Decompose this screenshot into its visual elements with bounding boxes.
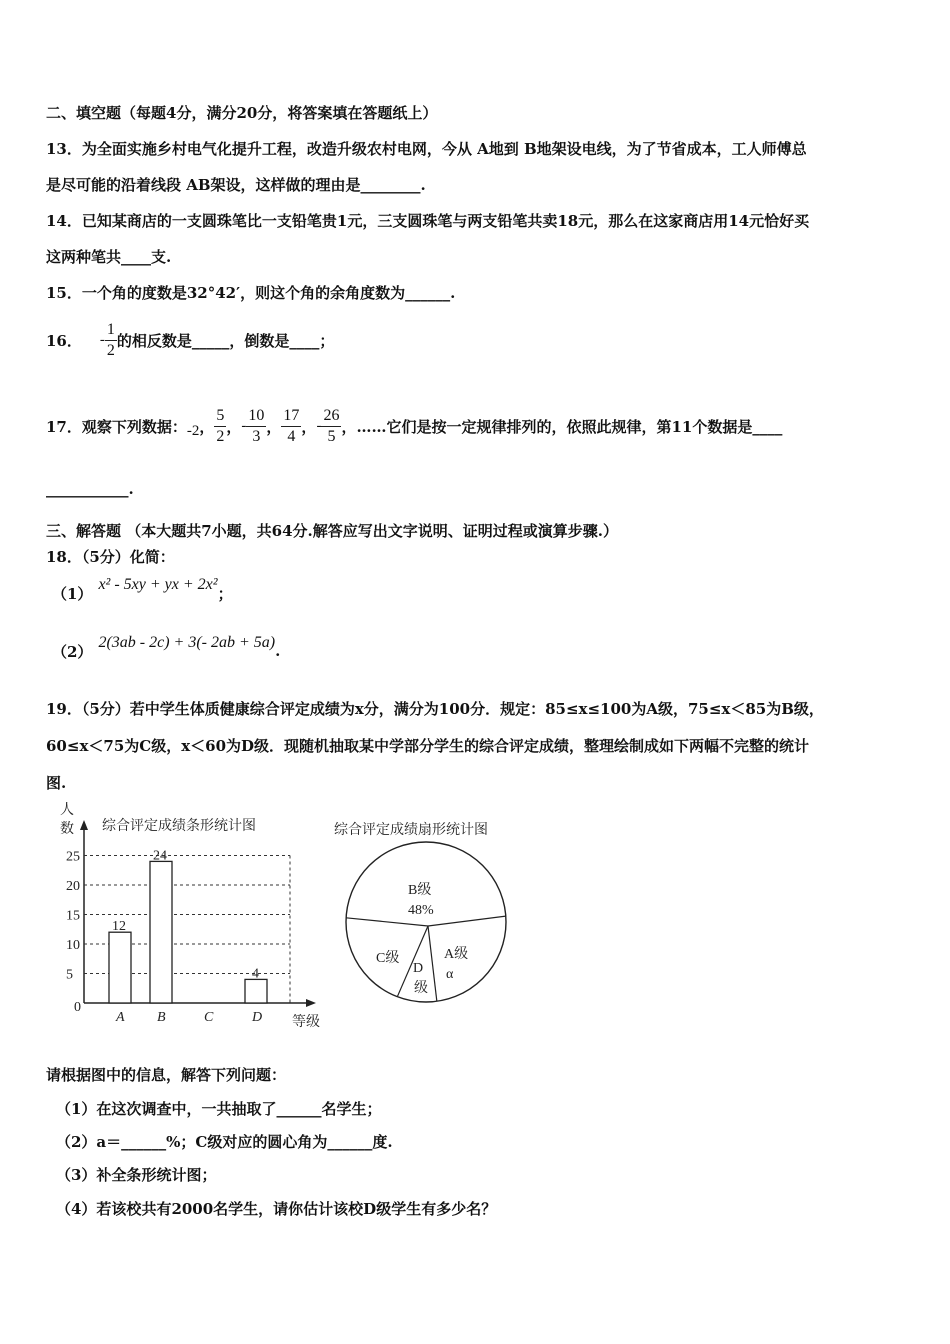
question-19-sub-3: （3）补全条形统计图；: [56, 1166, 217, 1184]
section-3-header: 三、解答题 （本大题共7小题，共64分.解答应写出文字说明、证明过程或演算步骤.）: [46, 522, 618, 540]
question-17-prefix: 17．观察下列数据：: [46, 417, 187, 436]
y-tick-label: 15: [66, 908, 80, 924]
fraction-numerator: 26: [321, 406, 341, 427]
fraction-numerator: 17: [281, 406, 301, 427]
pie-outline: [346, 842, 506, 1002]
y-tick-label: 20: [66, 879, 80, 894]
slice-label-c: C级: [376, 951, 400, 966]
y-tick-label: 5: [66, 967, 73, 983]
bar-chart-svg: [40, 800, 340, 1040]
question-18-part-1: [52, 578, 233, 608]
question-17-term-4: [321, 406, 341, 447]
part-1-end: ；: [217, 584, 233, 603]
pie-chart-title: 综合评定成绩扇形统计图: [334, 823, 488, 838]
question-16-fraction: [105, 320, 117, 361]
part-2-end: .: [275, 642, 281, 660]
y-axis-label: 人: [60, 803, 74, 818]
bar: [245, 979, 267, 1003]
part-2-label: （2）: [52, 642, 93, 661]
question-17-term-1: [214, 406, 226, 447]
fraction-denominator: 2: [216, 427, 225, 445]
slice-value-a: α: [446, 967, 454, 982]
slice-label-d: D: [413, 961, 424, 976]
x-tick-label: C: [204, 1010, 214, 1025]
fraction-denominator: 2: [106, 341, 115, 359]
question-17-separator: ，: [301, 417, 317, 436]
bar-value-label: 24: [153, 848, 167, 864]
bar: [109, 932, 131, 1003]
fraction-denominator: 4: [287, 427, 296, 445]
fraction-numerator: 10: [246, 406, 266, 427]
question-17-sign: -: [241, 417, 247, 434]
question-17: [46, 396, 782, 456]
y-tick-label: 10: [66, 938, 80, 953]
fraction-numerator: 5: [214, 406, 226, 427]
bar-chart-title: 综合评定成绩条形统计图: [102, 819, 256, 834]
fraction-denominator: 5: [327, 427, 336, 445]
section-2-header: 二、填空题（每题4分，满分20分，将答案填在答题纸上）: [46, 104, 438, 122]
y-axis-arrow: [80, 820, 88, 830]
slice-label-d-2: 级: [414, 981, 428, 996]
question-17-term-3: [281, 406, 301, 447]
question-17-suffix: ，……它们是按一定规律排列的，依照此规律，第11个数据是____: [341, 417, 783, 436]
question-14-line-2: 这两种笔共____支.: [46, 248, 172, 266]
x-tick-label: A: [116, 1010, 125, 1025]
x-tick-label: B: [157, 1010, 166, 1025]
y-axis-label: 数: [60, 822, 74, 837]
y-tick-label: 0: [74, 1000, 81, 1015]
question-19-sub-2: （2）a＝______%；C级对应的圆心角为______度.: [56, 1133, 393, 1151]
question-19-line-2: 60≤x＜75为C级，x＜60为D级．现随机抽取某中学部分学生的综合评定成绩，整理绘制成如下两幅不完整的统计: [46, 737, 810, 755]
question-13-line-1: 13．为全面实施乡村电气化提升工程，改造升级农村电网，今从 A地到 B地架设电线，为了节省成本，工人师傅总: [46, 140, 807, 158]
question-17-term-2: [246, 406, 266, 447]
question-16-text: 的相反数是_____，倒数是____；: [116, 331, 335, 350]
question-18-title: 18．（5分）化简：: [46, 548, 175, 566]
question-19-prompt: 请根据图中的信息，解答下列问题：: [46, 1066, 287, 1084]
bar-value-label: 4: [252, 966, 259, 982]
question-17-separator: ，: [226, 417, 242, 436]
part-1-expression: x² - 5xy + yx + 2x²: [98, 576, 218, 593]
slice-value-b: 48%: [408, 903, 434, 918]
question-16: [46, 314, 334, 366]
pie-chart: [328, 812, 538, 1012]
bar-chart: [40, 800, 340, 1040]
x-axis-label: 等级: [292, 1015, 320, 1030]
part-1-label: （1）: [52, 584, 93, 603]
question-17-line-2: ___________.: [46, 480, 134, 498]
question-16-number: 16．: [46, 331, 82, 350]
fraction-numerator: 1: [105, 320, 117, 341]
question-19-line-1: 19．（5分）若中学生体质健康综合评定成绩为x分，满分为100分．规定：85≤x≤100为A级，75≤x＜85为B级，: [46, 700, 824, 718]
question-19-sub-4: （4）若该校共有2000名学生，请你估计该校D级学生有多少名？: [56, 1200, 497, 1218]
question-19-line-3: 图.: [46, 774, 67, 792]
slice-label-a: A级: [444, 947, 469, 962]
question-19-sub-1: （1）在这次调查中，一共抽取了______名学生；: [56, 1100, 382, 1118]
part-2-expression: 2(3ab - 2c) + 3(- 2ab + 5a): [98, 634, 276, 651]
question-17-separator: ，: [266, 417, 282, 436]
x-axis-arrow: [306, 999, 316, 1007]
x-tick-label: D: [252, 1010, 263, 1025]
question-18-part-2: [52, 636, 280, 666]
pie-chart-svg: [328, 812, 538, 1012]
question-17-separator: ，: [199, 417, 215, 436]
question-16-minus: -: [99, 331, 105, 348]
question-13-line-2: 是尽可能的沿着线段 AB架设，这样做的理由是________.: [46, 176, 426, 194]
question-15: 15．一个角的度数是32°42′，则这个角的余角度数为______.: [46, 284, 456, 302]
question-17-sign: -: [316, 417, 322, 434]
y-tick-label: 25: [66, 849, 80, 865]
bar-value-label: 12: [112, 919, 126, 935]
bar: [150, 861, 172, 1003]
question-17-first-term: -2: [186, 422, 200, 439]
fraction-denominator: 3: [252, 427, 261, 445]
slice-label-b: B级: [408, 883, 432, 898]
question-14-line-1: 14．已知某商店的一支圆珠笔比一支铅笔贵1元，三支圆珠笔与两支铅笔共卖18元，那么在这家商店用14元恰好买: [46, 212, 810, 230]
